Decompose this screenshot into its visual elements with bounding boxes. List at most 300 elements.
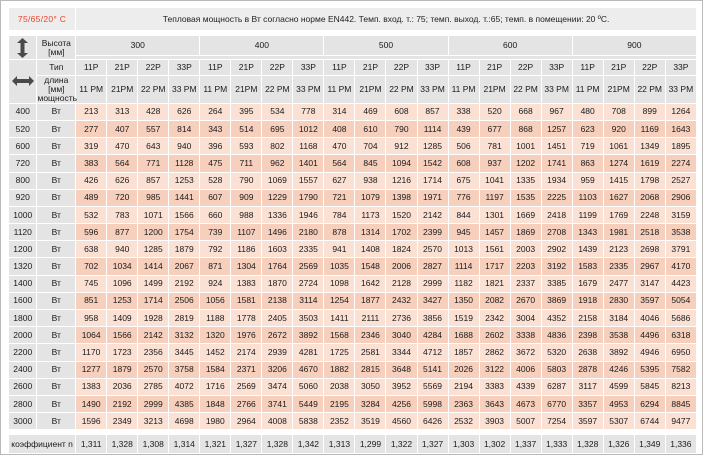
heat-output-cell: 3952 bbox=[386, 378, 417, 395]
heat-output-cell: 1170 bbox=[76, 344, 107, 361]
heat-output-cell: 2346 bbox=[355, 327, 386, 344]
heat-output-cell: 2006 bbox=[386, 258, 417, 275]
heat-output-cell: 912 bbox=[386, 138, 417, 155]
heat-output-cell: 489 bbox=[76, 189, 107, 206]
heat-output-cell: 6294 bbox=[634, 395, 665, 412]
heat-output-cell: 2698 bbox=[634, 241, 665, 258]
heat-output-cell: 1548 bbox=[355, 258, 386, 275]
heat-output-cell: 383 bbox=[76, 155, 107, 172]
length-label: длина [мм] bbox=[44, 75, 69, 94]
row-unit: Вт bbox=[37, 292, 76, 309]
heat-output-cell: 2670 bbox=[510, 292, 541, 309]
heat-output-cell: 1619 bbox=[634, 155, 665, 172]
heat-output-cell: 3892 bbox=[603, 344, 634, 361]
heat-output-cell: 2581 bbox=[355, 344, 386, 361]
row-unit: Вт bbox=[37, 327, 76, 344]
heat-output-cell: 470 bbox=[324, 138, 355, 155]
heat-output-cell: 1877 bbox=[355, 292, 386, 309]
model-name-row bbox=[9, 76, 697, 104]
heat-output-cell: 3427 bbox=[417, 292, 448, 309]
row-unit: Вт bbox=[37, 310, 76, 327]
heat-output-cell: 264 bbox=[200, 103, 231, 120]
coefficient-value: 1,308 bbox=[138, 435, 169, 454]
heat-output-cell: 1257 bbox=[541, 120, 572, 137]
heat-output-cell: 5060 bbox=[293, 378, 324, 395]
heat-output-cell: 439 bbox=[448, 120, 479, 137]
heat-output-cell: 3474 bbox=[262, 378, 293, 395]
heat-output-cell: 776 bbox=[448, 189, 479, 206]
heat-output-cell: 534 bbox=[262, 103, 293, 120]
heat-output-cell: 2569 bbox=[231, 378, 262, 395]
heat-output-cell: 469 bbox=[355, 103, 386, 120]
heat-output-cell: 2342 bbox=[479, 310, 510, 327]
heat-output-cell: 5395 bbox=[634, 361, 665, 378]
row-unit: Вт bbox=[37, 189, 76, 206]
heat-output-cell: 1012 bbox=[293, 120, 324, 137]
coefficient-value: 1,333 bbox=[541, 435, 572, 454]
heat-output-cell: 1879 bbox=[107, 361, 138, 378]
heat-output-cell: 1254 bbox=[324, 292, 355, 309]
heat-output-cell: 319 bbox=[76, 138, 107, 155]
heat-output-cell: 857 bbox=[138, 172, 169, 189]
heat-output-cell: 711 bbox=[231, 155, 262, 172]
heat-output-cell: 5845 bbox=[634, 378, 665, 395]
heat-output-cell: 3856 bbox=[417, 310, 448, 327]
heat-output-cell: 4006 bbox=[510, 361, 541, 378]
heat-output-cell: 2195 bbox=[324, 395, 355, 412]
heat-output-cell: 2906 bbox=[665, 189, 696, 206]
heat-output-cell: 2569 bbox=[293, 258, 324, 275]
heat-output-cell: 1714 bbox=[417, 172, 448, 189]
heat-output-cell: 5803 bbox=[541, 361, 572, 378]
table-row bbox=[9, 395, 697, 412]
model-name: 11 PM bbox=[448, 76, 479, 104]
heat-output-cell: 5320 bbox=[541, 344, 572, 361]
heat-output-cell: 1490 bbox=[76, 395, 107, 412]
heat-output-cell: 1079 bbox=[355, 189, 386, 206]
coefficient-value: 1,327 bbox=[417, 435, 448, 454]
heat-output-cell: 3672 bbox=[510, 344, 541, 361]
heat-output-cell: 3192 bbox=[541, 258, 572, 275]
heat-output-cell: 1848 bbox=[200, 395, 231, 412]
heat-output-cell: 1229 bbox=[262, 189, 293, 206]
heat-output-cell: 407 bbox=[107, 120, 138, 137]
heat-output-cell: 937 bbox=[479, 155, 510, 172]
heat-output-cell: 1669 bbox=[510, 206, 541, 223]
model-name: 33 PM bbox=[665, 76, 696, 104]
heat-output-cell: 5141 bbox=[417, 361, 448, 378]
heat-output-cell: 2356 bbox=[138, 344, 169, 361]
heat-output-cell: 2532 bbox=[448, 413, 479, 430]
heat-output-cell: 1383 bbox=[76, 378, 107, 395]
heat-output-cell: 3344 bbox=[386, 344, 417, 361]
heat-output-cell: 1976 bbox=[231, 327, 262, 344]
heat-output-cell: 3132 bbox=[169, 327, 200, 344]
heat-output-cell: 2815 bbox=[355, 361, 386, 378]
heat-output-cell: 1642 bbox=[355, 275, 386, 292]
row-unit: Вт bbox=[37, 172, 76, 189]
model-code: 21P bbox=[603, 60, 634, 76]
table-row bbox=[9, 120, 697, 137]
heat-output-cell: 1107 bbox=[231, 224, 262, 241]
model-name: 22 PM bbox=[138, 76, 169, 104]
heat-output-cell: 1769 bbox=[603, 206, 634, 223]
coefficient-value: 1,313 bbox=[324, 435, 355, 454]
heat-output-cell: 2128 bbox=[386, 275, 417, 292]
row-length: 1600 bbox=[9, 292, 37, 309]
heat-output-cell: 778 bbox=[293, 103, 324, 120]
heat-output-cell: 1186 bbox=[231, 241, 262, 258]
heat-output-cell: 593 bbox=[231, 138, 262, 155]
model-name: 22 PM bbox=[262, 76, 293, 104]
height-group-500: 500 bbox=[324, 36, 448, 56]
heat-output-cell: 1114 bbox=[417, 120, 448, 137]
heat-output-cell: 2506 bbox=[169, 292, 200, 309]
heat-output-cell: 1096 bbox=[107, 275, 138, 292]
heat-output-cell: 783 bbox=[107, 206, 138, 223]
heat-output-cell: 343 bbox=[200, 120, 231, 137]
heat-output-cell: 1408 bbox=[355, 241, 386, 258]
heat-output-cell: 814 bbox=[169, 120, 200, 137]
heat-output-cell: 868 bbox=[510, 120, 541, 137]
heat-output-cell: 4256 bbox=[386, 395, 417, 412]
height-group-600: 600 bbox=[448, 36, 572, 56]
row-unit: Вт bbox=[37, 395, 76, 412]
heat-output-cell: 1603 bbox=[262, 241, 293, 258]
heat-output-cell: 6426 bbox=[417, 413, 448, 430]
heat-output-cell: 1013 bbox=[448, 241, 479, 258]
row-length: 920 bbox=[9, 189, 37, 206]
heat-output-cell: 1094 bbox=[386, 155, 417, 172]
heat-output-cell: 3503 bbox=[293, 310, 324, 327]
heat-output-cell: 1714 bbox=[138, 292, 169, 309]
row-length: 1120 bbox=[9, 224, 37, 241]
coefficient-value: 1,349 bbox=[634, 435, 665, 454]
coefficient-value: 1,328 bbox=[572, 435, 603, 454]
heat-output-cell: 941 bbox=[324, 241, 355, 258]
heat-output-cell: 1001 bbox=[510, 138, 541, 155]
model-code: 11P bbox=[448, 60, 479, 76]
heat-output-cell: 7582 bbox=[665, 361, 696, 378]
heat-output-cell: 3869 bbox=[541, 292, 572, 309]
row-length: 2200 bbox=[9, 344, 37, 361]
model-code: 22P bbox=[510, 60, 541, 76]
model-name: 33 PM bbox=[293, 76, 324, 104]
heat-output-cell: 608 bbox=[386, 103, 417, 120]
heat-output-cell: 1098 bbox=[324, 275, 355, 292]
heat-output-cell: 1971 bbox=[417, 189, 448, 206]
model-name: 21PM bbox=[603, 76, 634, 104]
heat-output-cell: 213 bbox=[76, 103, 107, 120]
heat-output-cell: 2158 bbox=[572, 310, 603, 327]
heat-output-cell: 4170 bbox=[665, 258, 696, 275]
heat-output-cell: 408 bbox=[324, 120, 355, 137]
heat-output-cell: 845 bbox=[355, 155, 386, 172]
model-code: 22P bbox=[138, 60, 169, 76]
model-code: 33P bbox=[293, 60, 324, 76]
heat-output-cell: 802 bbox=[262, 138, 293, 155]
heat-output-cell: 5569 bbox=[417, 378, 448, 395]
heat-output-cell: 3903 bbox=[479, 413, 510, 430]
heat-output-cell: 1496 bbox=[262, 224, 293, 241]
heat-output-cell: 3791 bbox=[665, 241, 696, 258]
heat-output-cell: 1857 bbox=[448, 344, 479, 361]
table-row bbox=[9, 241, 697, 258]
coefficient-value: 1,336 bbox=[665, 435, 696, 454]
heat-output-cell: 3184 bbox=[603, 310, 634, 327]
heat-output-cell: 2349 bbox=[107, 413, 138, 430]
heat-output-cell: 871 bbox=[200, 258, 231, 275]
heat-output-cell: 988 bbox=[231, 206, 262, 223]
heat-output-cell: 4670 bbox=[293, 361, 324, 378]
heat-output-cell: 2192 bbox=[107, 395, 138, 412]
coefficient-value: 1,302 bbox=[479, 435, 510, 454]
row-length: 2400 bbox=[9, 361, 37, 378]
heat-output-cell: 1401 bbox=[293, 155, 324, 172]
heat-output-cell: 2785 bbox=[138, 378, 169, 395]
heat-output-cell: 1197 bbox=[479, 189, 510, 206]
heat-output-cell: 2398 bbox=[572, 327, 603, 344]
heat-output-cell: 2967 bbox=[634, 258, 665, 275]
heat-output-cell: 1928 bbox=[138, 310, 169, 327]
row-length: 600 bbox=[9, 138, 37, 155]
heat-output-cell: 1034 bbox=[107, 258, 138, 275]
heat-output-cell: 1824 bbox=[386, 241, 417, 258]
heat-output-cell: 1499 bbox=[138, 275, 169, 292]
heat-output-cell: 1216 bbox=[386, 172, 417, 189]
height-group-300: 300 bbox=[76, 36, 200, 56]
heat-output-cell: 1451 bbox=[541, 138, 572, 155]
row-length: 520 bbox=[9, 120, 37, 137]
heat-output-cell: 3114 bbox=[293, 292, 324, 309]
coefficient-value: 1,327 bbox=[231, 435, 262, 454]
row-length: 1400 bbox=[9, 275, 37, 292]
row-unit: Вт bbox=[37, 206, 76, 223]
coefficient-row bbox=[9, 435, 697, 454]
heat-output-cell: 771 bbox=[138, 155, 169, 172]
heat-output-cell: 2363 bbox=[448, 395, 479, 412]
row-unit: Вт bbox=[37, 241, 76, 258]
heat-output-cell: 1879 bbox=[169, 241, 200, 258]
heat-output-cell: 2248 bbox=[634, 206, 665, 223]
heat-output-cell: 1535 bbox=[510, 189, 541, 206]
row-length: 1800 bbox=[9, 310, 37, 327]
heat-output-cell: 899 bbox=[634, 103, 665, 120]
model-name: 33 PM bbox=[417, 76, 448, 104]
heat-output-cell: 6744 bbox=[634, 413, 665, 430]
heat-output-cell: 3741 bbox=[262, 395, 293, 412]
heat-output-cell: 1285 bbox=[138, 241, 169, 258]
height-arrow-icon bbox=[9, 36, 37, 60]
model-code: 11P bbox=[200, 60, 231, 76]
model-code: 22P bbox=[634, 60, 665, 76]
heat-output-cell: 909 bbox=[231, 189, 262, 206]
row-length: 1000 bbox=[9, 206, 37, 223]
heat-output-cell: 2036 bbox=[107, 378, 138, 395]
heat-output-cell: 739 bbox=[200, 224, 231, 241]
model-name: 21PM bbox=[107, 76, 138, 104]
heat-output-cell: 1414 bbox=[138, 258, 169, 275]
heat-output-cell: 1199 bbox=[572, 206, 603, 223]
heat-output-cell: 945 bbox=[448, 224, 479, 241]
model-code: 22P bbox=[262, 60, 293, 76]
row-length: 1200 bbox=[9, 241, 37, 258]
row-unit: Вт bbox=[37, 103, 76, 120]
model-code: 33P bbox=[541, 60, 572, 76]
heat-output-cell: 520 bbox=[479, 103, 510, 120]
heat-output-cell: 857 bbox=[417, 103, 448, 120]
heat-output-cell: 1946 bbox=[293, 206, 324, 223]
heat-output-cell: 1452 bbox=[200, 344, 231, 361]
heat-output-cell: 1253 bbox=[107, 292, 138, 309]
heat-output-cell: 8213 bbox=[665, 378, 696, 395]
heat-output-cell: 623 bbox=[572, 120, 603, 137]
table-row bbox=[9, 258, 697, 275]
row-length: 720 bbox=[9, 155, 37, 172]
heat-output-cell: 6318 bbox=[665, 327, 696, 344]
heat-output-cell: 1583 bbox=[572, 258, 603, 275]
heat-output-cell: 596 bbox=[76, 224, 107, 241]
heat-output-cell: 4385 bbox=[169, 395, 200, 412]
heat-output-cell: 428 bbox=[138, 103, 169, 120]
heat-output-cell: 3357 bbox=[572, 395, 603, 412]
table-row bbox=[9, 327, 697, 344]
table-row bbox=[9, 310, 697, 327]
heat-output-cell: 1519 bbox=[448, 310, 479, 327]
heat-output-cell: 564 bbox=[324, 155, 355, 172]
heat-output-cell: 2939 bbox=[262, 344, 293, 361]
model-name: 11 PM bbox=[572, 76, 603, 104]
type-row bbox=[9, 60, 697, 76]
temperature-regime: 75/65/20° C bbox=[9, 8, 76, 31]
title-row bbox=[9, 8, 697, 31]
heat-output-cell: 2477 bbox=[603, 275, 634, 292]
heat-output-cell: 2570 bbox=[417, 241, 448, 258]
model-name: 11 PM bbox=[76, 76, 107, 104]
coefficient-value: 1,342 bbox=[293, 435, 324, 454]
table-row bbox=[9, 155, 697, 172]
heat-output-cell: 792 bbox=[200, 241, 231, 258]
heat-output-cell: 475 bbox=[200, 155, 231, 172]
table-row bbox=[9, 189, 697, 206]
heat-output-cell: 3383 bbox=[479, 378, 510, 395]
heat-output-cell: 4046 bbox=[634, 310, 665, 327]
heat-output-cell: 851 bbox=[76, 292, 107, 309]
heat-output-cell: 1918 bbox=[572, 292, 603, 309]
model-name: 21PM bbox=[479, 76, 510, 104]
heat-output-cell: 5007 bbox=[510, 413, 541, 430]
heat-output-cell: 1882 bbox=[324, 361, 355, 378]
heat-output-cell: 2862 bbox=[479, 344, 510, 361]
heat-output-cell: 1398 bbox=[386, 189, 417, 206]
heat-output-cell: 1679 bbox=[572, 275, 603, 292]
heat-output-cell: 2672 bbox=[262, 327, 293, 344]
heat-output-cell: 1349 bbox=[634, 138, 665, 155]
heat-output-cell: 338 bbox=[448, 103, 479, 120]
heat-output-table bbox=[8, 7, 697, 454]
heat-output-cell: 1103 bbox=[572, 189, 603, 206]
heat-output-cell: 1790 bbox=[293, 189, 324, 206]
heat-output-cell: 313 bbox=[107, 103, 138, 120]
heat-output-cell: 962 bbox=[262, 155, 293, 172]
heat-output-cell: 1596 bbox=[76, 413, 107, 430]
heat-output-cell: 3445 bbox=[169, 344, 200, 361]
heat-output-cell: 924 bbox=[200, 275, 231, 292]
heat-output-cell: 1061 bbox=[603, 138, 634, 155]
heat-output-cell: 2082 bbox=[479, 292, 510, 309]
heat-output-cell: 627 bbox=[324, 172, 355, 189]
model-name: 11 PM bbox=[200, 76, 231, 104]
heat-output-cell: 2003 bbox=[510, 241, 541, 258]
heat-output-cell: 506 bbox=[448, 138, 479, 155]
heat-output-cell: 1725 bbox=[324, 344, 355, 361]
heat-output-cell: 1056 bbox=[200, 292, 231, 309]
model-code: 33P bbox=[169, 60, 200, 76]
model-code: 11P bbox=[324, 60, 355, 76]
model-code: 21P bbox=[231, 60, 262, 76]
heat-output-cell: 4423 bbox=[665, 275, 696, 292]
heat-output-cell: 607 bbox=[200, 189, 231, 206]
heat-output-cell: 1336 bbox=[262, 206, 293, 223]
heat-output-cell: 1934 bbox=[541, 172, 572, 189]
heat-output-cell: 2819 bbox=[169, 310, 200, 327]
heat-output-cell: 877 bbox=[107, 224, 138, 241]
coefficient-value: 1,337 bbox=[510, 435, 541, 454]
heat-output-cell: 1035 bbox=[324, 258, 355, 275]
heat-output-cell: 480 bbox=[572, 103, 603, 120]
coefficient-value: 1,328 bbox=[262, 435, 293, 454]
heat-output-cell: 3519 bbox=[355, 413, 386, 430]
model-code: 21P bbox=[355, 60, 386, 76]
heat-output-cell: 7254 bbox=[541, 413, 572, 430]
model-code: 21P bbox=[107, 60, 138, 76]
heat-output-cell: 1202 bbox=[510, 155, 541, 172]
heat-output-cell: 1821 bbox=[479, 275, 510, 292]
model-code: 11P bbox=[572, 60, 603, 76]
heat-output-cell: 2418 bbox=[541, 206, 572, 223]
model-name: 11 PM bbox=[324, 76, 355, 104]
heat-output-cell: 9477 bbox=[665, 413, 696, 430]
heat-output-cell: 3147 bbox=[634, 275, 665, 292]
heat-output-cell: 2371 bbox=[231, 361, 262, 378]
heat-output-cell: 1981 bbox=[603, 224, 634, 241]
row-unit: Вт bbox=[37, 120, 76, 137]
height-group-row bbox=[9, 36, 697, 56]
heat-output-cell: 2724 bbox=[293, 275, 324, 292]
heat-output-cell: 1274 bbox=[603, 155, 634, 172]
heat-output-cell: 2274 bbox=[665, 155, 696, 172]
heat-output-cell: 2111 bbox=[355, 310, 386, 327]
heat-output-cell: 3338 bbox=[510, 327, 541, 344]
heat-output-cell: 958 bbox=[76, 310, 107, 327]
heat-output-cell: 4284 bbox=[417, 327, 448, 344]
heat-output-cell: 1542 bbox=[417, 155, 448, 172]
heat-output-cell: 1182 bbox=[448, 275, 479, 292]
heat-output-cell: 1869 bbox=[510, 224, 541, 241]
heat-output-cell: 6950 bbox=[665, 344, 696, 361]
heat-output-cell: 1717 bbox=[479, 258, 510, 275]
heat-output-cell: 4698 bbox=[169, 413, 200, 430]
model-name: 22 PM bbox=[510, 76, 541, 104]
type-label: Тип bbox=[37, 60, 76, 76]
heat-output-cell: 719 bbox=[572, 138, 603, 155]
heat-output-cell: 1409 bbox=[107, 310, 138, 327]
model-name: 33 PM bbox=[541, 76, 572, 104]
heat-output-cell: 1304 bbox=[231, 258, 262, 275]
heat-output-cell: 1754 bbox=[169, 224, 200, 241]
heat-output-cell: 1441 bbox=[169, 189, 200, 206]
norm-description: Тепловая мощность в Вт согласно норме EN442. Темп. вход. т.: 75; темп. выход. т.:65; темп. в помещении: 20 ºC. bbox=[76, 8, 697, 31]
